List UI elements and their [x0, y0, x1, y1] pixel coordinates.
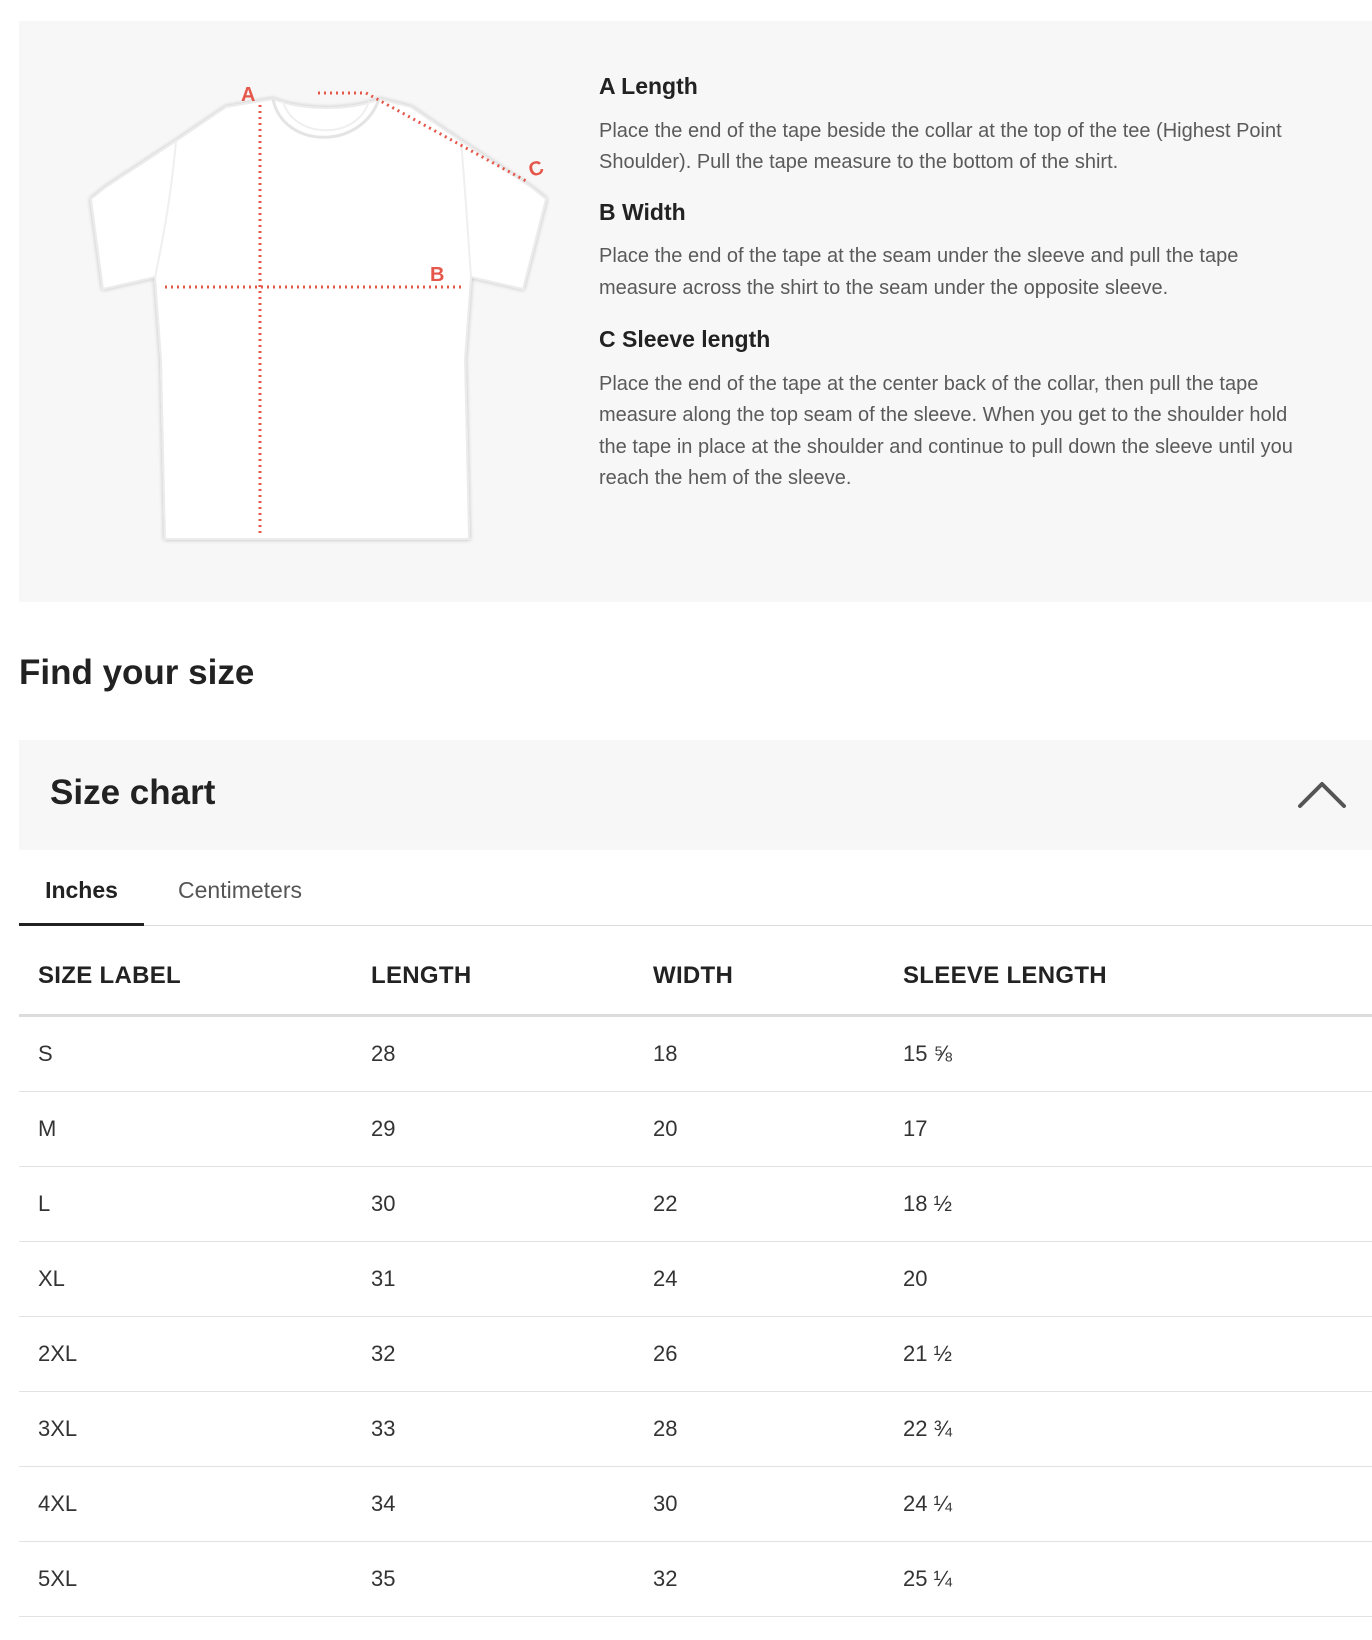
collapse-button[interactable]: [1296, 774, 1348, 814]
instruction-text: Place the end of the tape at the seam under the sleeve and pull the tape measure across the shirt to the seam under the opposite sleeve.: [599, 245, 1239, 299]
cell-size-label: L: [19, 1167, 371, 1242]
tshirt-diagram-svg: [61, 59, 601, 579]
cell-size-label: S: [19, 1016, 371, 1092]
instruction-length: [599, 73, 1319, 179]
cell-length: 31: [371, 1242, 653, 1317]
table-row: [19, 1242, 1372, 1317]
cell-length: 29: [371, 1092, 653, 1167]
size-chart-title: Size chart: [50, 773, 216, 812]
column-header-sleeve-length: SLEEVE LENGTH: [903, 938, 1372, 1016]
cell-width: 20: [653, 1092, 903, 1167]
measure-guide-panel: [19, 21, 1372, 602]
cell-length: 28: [371, 1016, 653, 1092]
column-header-length: LENGTH: [371, 938, 653, 1016]
tshirt-shape: [91, 99, 546, 539]
table-row: [19, 1392, 1372, 1467]
chevron-up-icon: [1296, 774, 1348, 814]
cell-sleeve-length: 18 ½: [903, 1167, 1372, 1242]
cell-sleeve-length: 20: [903, 1242, 1372, 1317]
marker-c: C: [525, 156, 547, 183]
table-header-row: [19, 938, 1372, 1016]
table-row: [19, 1317, 1372, 1392]
cell-length: 32: [371, 1317, 653, 1392]
table-row: [19, 1167, 1372, 1242]
cell-size-label: XL: [19, 1242, 371, 1317]
cell-sleeve-length: 17: [903, 1092, 1372, 1167]
cell-size-label: 4XL: [19, 1467, 371, 1542]
cell-sleeve-length: 25 ¼: [903, 1542, 1372, 1617]
tshirt-diagram: [61, 59, 601, 579]
find-size-heading: Find your size: [19, 653, 255, 692]
measure-instructions: [599, 73, 1319, 513]
cell-width: 32: [653, 1542, 903, 1617]
tab-inches[interactable]: Inches: [19, 855, 144, 925]
cell-width: 26: [653, 1317, 903, 1392]
column-header-width: WIDTH: [653, 938, 903, 1016]
instruction-width: [599, 199, 1319, 305]
size-table: [19, 938, 1372, 1617]
cell-sleeve-length: 15 ⅝: [903, 1016, 1372, 1092]
cell-length: 35: [371, 1542, 653, 1617]
table-row: [19, 1092, 1372, 1167]
marker-b: B: [430, 264, 445, 286]
table-row: [19, 1467, 1372, 1542]
cell-width: 24: [653, 1242, 903, 1317]
cell-width: 22: [653, 1167, 903, 1242]
cell-sleeve-length: 22 ¾: [903, 1392, 1372, 1467]
cell-width: 18: [653, 1016, 903, 1092]
tab-centimeters[interactable]: Centimeters: [178, 877, 302, 903]
instruction-sleeve-length: [599, 326, 1319, 495]
cell-sleeve-length: 24 ¼: [903, 1467, 1372, 1542]
cell-length: 34: [371, 1467, 653, 1542]
instruction-title: B Width: [599, 198, 686, 225]
table-row: [19, 1542, 1372, 1617]
cell-width: 28: [653, 1392, 903, 1467]
instruction-text: Place the end of the tape at the center back of the collar, then pull the tape measure along the top seam of the sleeve. When you get to the shoulder hold the tape in place at the shoulder and continue to pull down the sleeve until you reach the hem of the sleeve.: [599, 372, 1293, 490]
instruction-text: Place the end of the tape beside the collar at the top of the tee (Highest Point Shoulder). Pull the tape measure to the bottom of the shirt.: [599, 119, 1282, 174]
cell-size-label: 2XL: [19, 1317, 371, 1392]
cell-length: 33: [371, 1392, 653, 1467]
instruction-title: C Sleeve length: [599, 326, 771, 353]
table-row: [19, 1016, 1372, 1092]
unit-tabs: [19, 855, 1372, 926]
column-header-size-label: SIZE LABEL: [19, 938, 371, 1016]
instruction-title: A Length: [599, 73, 698, 99]
cell-length: 30: [371, 1167, 653, 1242]
size-chart-accordion-header[interactable]: [19, 740, 1372, 850]
cell-size-label: 5XL: [19, 1542, 371, 1617]
cell-sleeve-length: 21 ½: [903, 1317, 1372, 1392]
marker-a: A: [241, 84, 256, 106]
cell-width: 30: [653, 1467, 903, 1542]
cell-size-label: M: [19, 1092, 371, 1167]
cell-size-label: 3XL: [19, 1392, 371, 1467]
